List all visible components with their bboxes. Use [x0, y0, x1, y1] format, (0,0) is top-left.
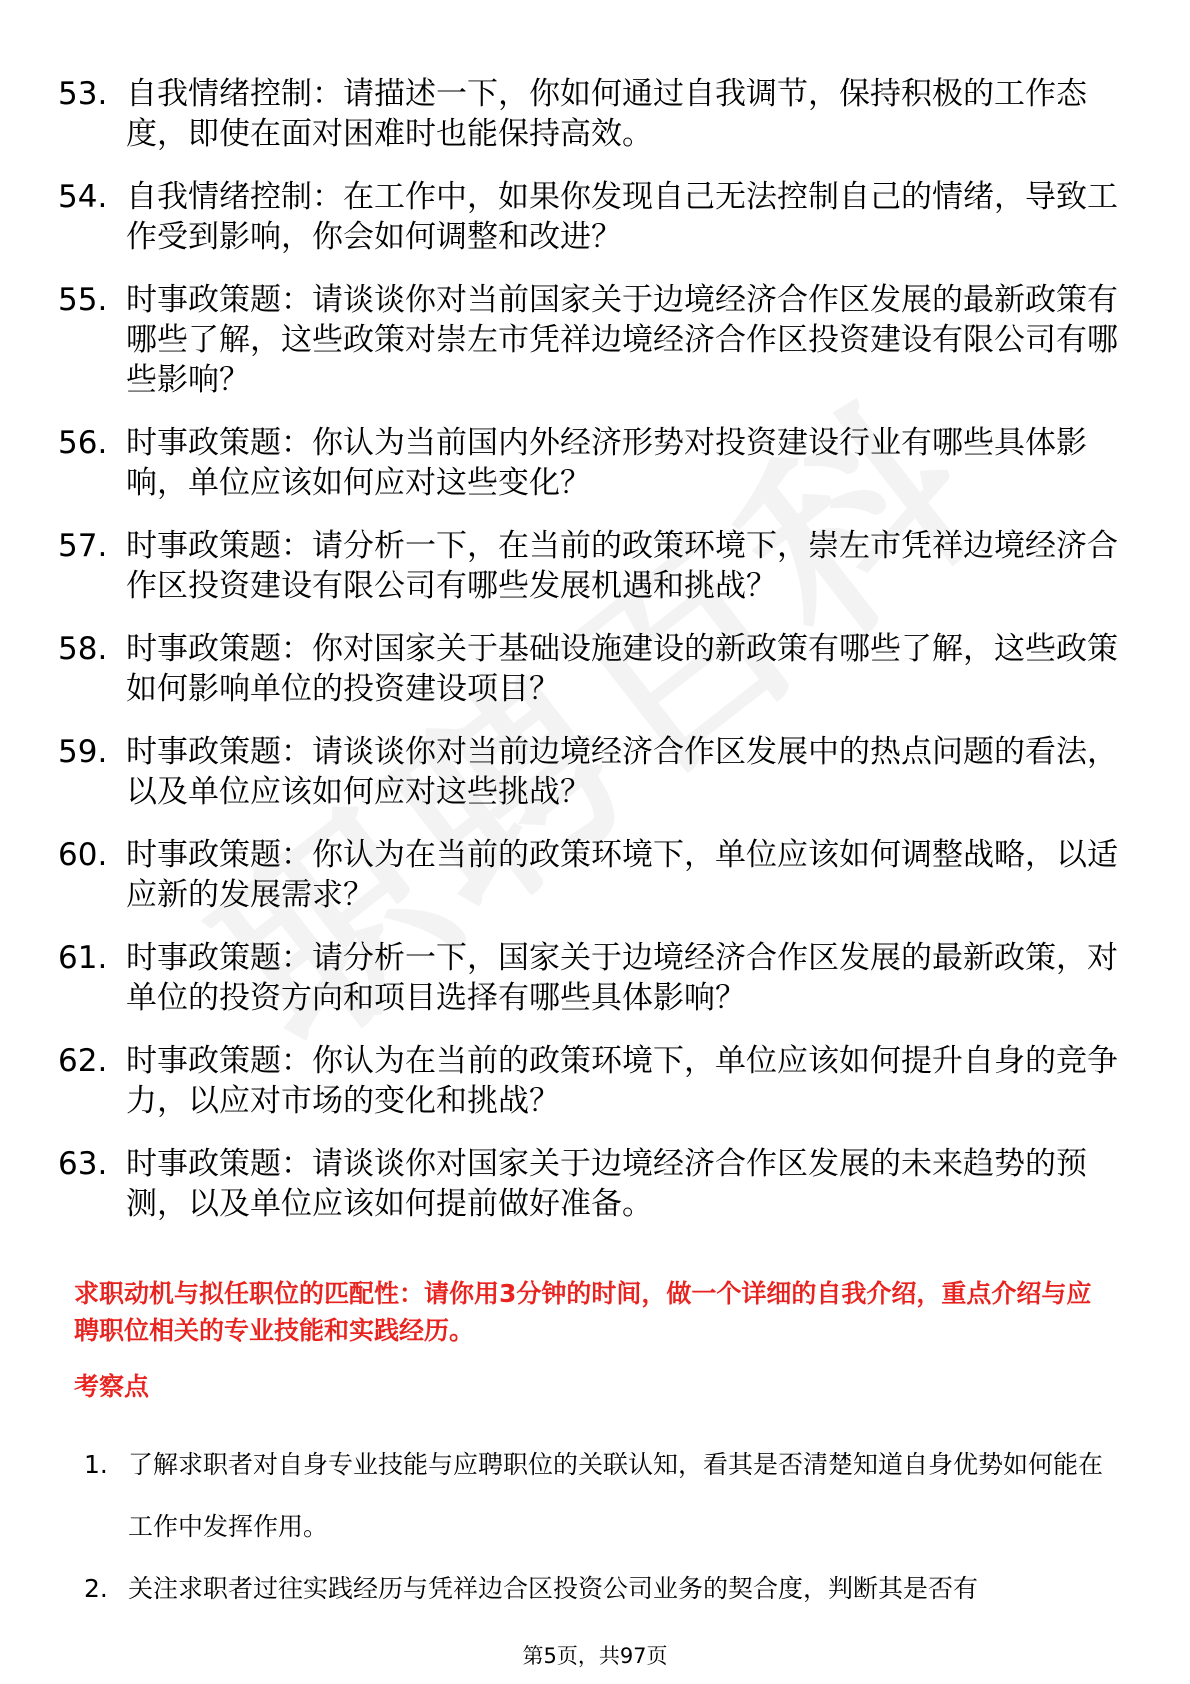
- point-item: [84, 1558, 1124, 1620]
- question-item: [58, 732, 1138, 812]
- question-item: [58, 177, 1138, 257]
- question-text: 时事政策题：请谈谈你对国家关于边境经济合作区发展的未来趋势的预测，以及单位应该如何提前做好准备。: [126, 1146, 1087, 1222]
- question-text: 时事政策题：你认为在当前的政策环境下，单位应该如何调整战略，以适应新的发展需求？: [126, 837, 1118, 913]
- point-text: 了解求职者对自身专业技能与应聘职位的关联认知，看其是否清楚知道自身优势如何能在工作中发挥作用。: [128, 1450, 1104, 1541]
- question-text: 自我情绪控制：请描述一下，你如何通过自我调节，保持积极的工作态度，即使在面对困难时也能保持高效。: [126, 76, 1087, 152]
- question-number: 63.: [58, 1146, 108, 1182]
- question-number: 54.: [58, 179, 108, 215]
- question-item: [58, 280, 1138, 400]
- question-number: 56.: [58, 425, 108, 461]
- point-text: 关注求职者过往实践经历与凭祥边合区投资公司业务的契合度，判断其是否有: [128, 1574, 979, 1603]
- question-text: 时事政策题：请谈谈你对当前边境经济合作区发展中的热点问题的看法，以及单位应该如何应对这些挑战？: [126, 734, 1118, 810]
- question-item: [58, 1041, 1138, 1121]
- question-number: 59.: [58, 734, 108, 770]
- question-number: 55.: [58, 282, 108, 318]
- question-number: 58.: [58, 631, 108, 667]
- question-text: 自我情绪控制：在工作中，如果你发现自己无法控制自己的情绪，导致工作受到影响，你会如何调整和改进？: [126, 179, 1118, 255]
- question-item: [58, 629, 1138, 709]
- question-text: 时事政策题：请谈谈你对当前国家关于边境经济合作区发展的最新政策有哪些了解，这些政策对崇左市凭祥边境经济合作区投资建设有限公司有哪些影响？: [126, 282, 1118, 398]
- question-item: [58, 835, 1138, 915]
- question-number: 61.: [58, 940, 108, 976]
- question-text: 时事政策题：请分析一下，在当前的政策环境下，崇左市凭祥边境经济合作区投资建设有限公司有哪些发展机遇和挑战？: [126, 528, 1118, 604]
- question-text: 时事政策题：请分析一下，国家关于边境经济合作区发展的最新政策，对单位的投资方向和项目选择有哪些具体影响？: [126, 940, 1118, 1016]
- question-list: [58, 74, 1138, 1247]
- question-text: 时事政策题：你对国家关于基础设施建设的新政策有哪些了解，这些政策如何影响单位的投资建设项目？: [126, 631, 1118, 707]
- question-item: [58, 74, 1138, 154]
- question-number: 62.: [58, 1043, 108, 1079]
- question-item: [58, 526, 1138, 606]
- question-item: [58, 1144, 1138, 1224]
- point-number: 1.: [84, 1450, 108, 1479]
- question-number: 57.: [58, 528, 108, 564]
- question-text: 时事政策题：你认为当前国内外经济形势对投资建设行业有哪些具体影响，单位应该如何应对这些变化？: [126, 425, 1087, 501]
- question-item: [58, 423, 1138, 503]
- question-number: 60.: [58, 837, 108, 873]
- section-heading: 求职动机与拟任职位的匹配性：请你用3分钟的时间，做一个详细的自我介绍，重点介绍与应聘职位相关的专业技能和实践经历。: [74, 1279, 1092, 1345]
- question-item: [58, 938, 1138, 1018]
- points-list: [84, 1434, 1124, 1620]
- point-item: [84, 1434, 1124, 1558]
- points-heading: 考察点: [74, 1372, 150, 1401]
- page-footer: 第5页，共97页: [522, 1644, 668, 1668]
- question-text: 时事政策题：你认为在当前的政策环境下，单位应该如何提升自身的竞争力，以应对市场的变化和挑战？: [126, 1043, 1118, 1119]
- point-number: 2.: [84, 1574, 108, 1603]
- question-number: 53.: [58, 76, 108, 112]
